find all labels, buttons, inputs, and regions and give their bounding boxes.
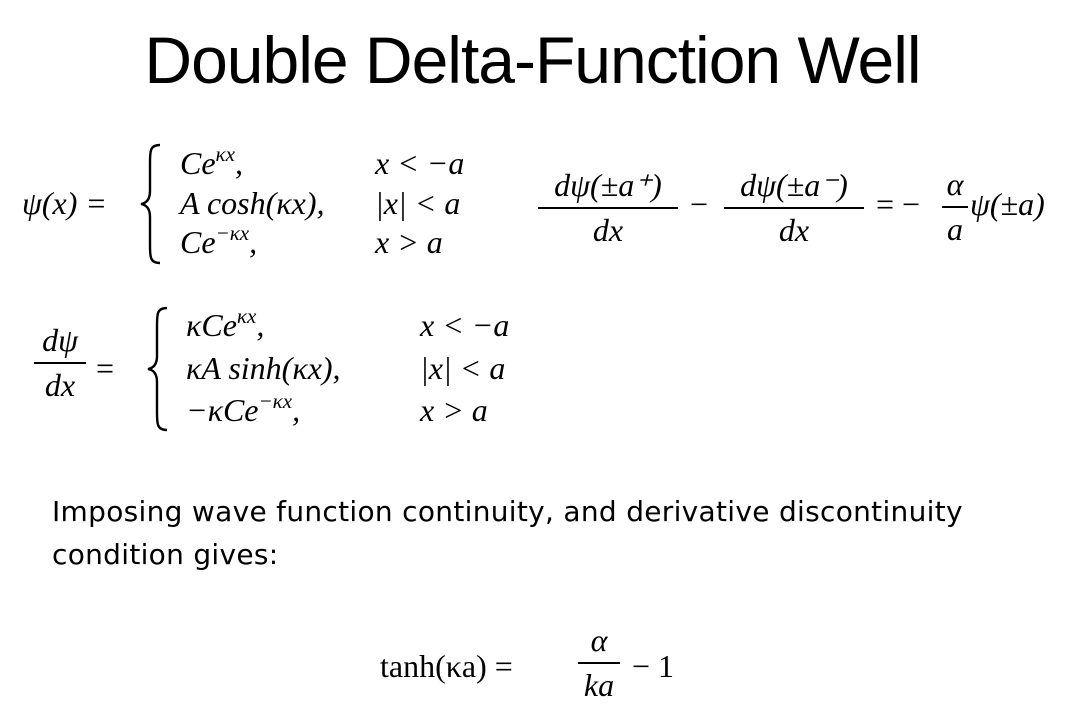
fraction-bar [578,662,620,664]
dpsi-case-row-1 [186,304,265,344]
dpsi-equals: = [96,350,115,386]
jump-fraction-1 [538,166,678,249]
jump-num-1: dψ(±a⁺) [554,167,662,203]
fraction-bar [538,207,678,209]
psi-case-3-tail: , [249,224,258,260]
psi-case-1-condition: x < −a [375,145,465,181]
result-tail: − 1 [632,648,675,684]
psi-case-row-3 [180,221,258,261]
jump-den-3: a [947,211,963,247]
jump-fraction-3 [942,166,968,248]
psi-case-row-1 [180,142,243,182]
result-den: ka [583,667,615,703]
psi-case-3-expr: Ce [180,224,216,260]
result-num: α [590,622,608,658]
explanation-text: Imposing wave function continuity, and derivative discontinuity condition gives: [52,495,963,571]
psi-lhs: ψ(x) = [22,185,107,221]
result-lhs: tanh(κa) = [380,648,513,684]
dpsi-case-1-sup: κx [236,304,257,328]
dpsi-case-1-tail: , [256,307,265,343]
dpsi-case-3-sup: −κx [258,389,293,413]
jump-num-3: α [946,166,964,202]
dpsi-case-row-3 [186,389,301,429]
jump-num-2: dψ(±a⁻) [740,167,848,203]
dpsi-case-3-condition: x > a [420,392,488,428]
result-fraction [578,622,620,704]
jump-den-2: dx [778,212,810,248]
dpsi-lhs-fraction [34,322,86,404]
psi-case-3-condition: x > a [375,224,443,260]
left-brace-icon [145,306,171,432]
dpsi-case-3-tail: , [292,392,301,428]
psi-case-1-sup: κx [215,142,235,166]
dpsi-lhs-den: dx [44,367,76,403]
dpsi-case-2-condition: |x| < a [420,350,506,386]
fraction-bar [942,206,968,208]
psi-case-3-sup: −κx [215,221,250,245]
fraction-bar [34,362,86,364]
jump-fraction-2 [724,166,864,249]
dpsi-lhs-num: dψ [42,322,78,358]
jump-equals: = − [876,186,921,222]
psi-case-2-expr: A cosh(κx), [180,185,325,221]
psi-case-row-2 [180,185,325,222]
dpsi-case-1-condition: x < −a [420,307,510,343]
jump-tail: ψ(±a) [970,186,1045,222]
left-brace-icon [138,143,164,265]
dpsi-case-2-expr: κA sinh(κx), [186,350,341,386]
psi-case-1-tail: , [234,145,243,181]
dpsi-case-1-expr: κCe [186,307,237,343]
jump-minus: − [690,186,709,222]
fraction-bar [724,207,864,209]
dpsi-case-3-expr: −κCe [186,392,259,428]
jump-den-1: dx [592,212,624,248]
slide-title: Double Delta-Function Well [144,23,921,97]
psi-case-1-expr: Ce [180,145,216,181]
dpsi-case-row-2 [186,350,341,387]
psi-case-2-condition: |x| < a [375,185,461,221]
